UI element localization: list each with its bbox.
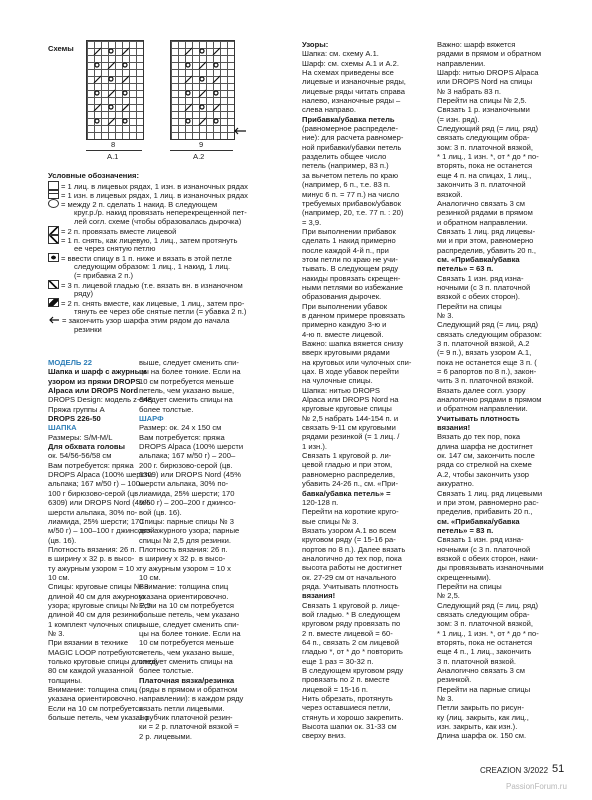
text-line: чить 3 п. платочной вязкой. (437, 376, 534, 386)
text-line: портов по 8 п.). Далее вязать (302, 544, 406, 554)
text-line: Если на 10 см потребуется (48, 703, 143, 713)
legend-item-cont: (= прибавка 2 п.) (74, 271, 133, 280)
column-2 (139, 358, 243, 741)
three-stockinette-icon (48, 280, 59, 289)
column-4 (437, 40, 544, 741)
text-line: DROPS Design: модель z-948 (48, 395, 153, 405)
text-line: На схемах приведены все (302, 68, 394, 78)
text-line: 80 см каждой указанной (48, 666, 134, 676)
text-line: 200 г. бирюзово-серой (цв. (139, 460, 233, 470)
text-line: Следующий ряд (= лиц. ряд) (437, 600, 539, 610)
text-line: Внимание: толщина спиц (48, 685, 138, 695)
text-line: длиной 40 см для ажурного (48, 591, 146, 601)
text-line: Высота шапки ок. 31-33 см (302, 722, 397, 732)
legend-item: = 3 п. лицевой гладью (т.е. вязать вн. в изнаночном (48, 280, 243, 290)
text-line: = 3,9. (302, 217, 322, 227)
text-line: более толстые. (139, 666, 194, 676)
text-line: 1 комплект чулочных спиц (48, 619, 142, 629)
text-line: (ряды в прямом и обратном (139, 685, 238, 695)
chart-a2-label: A.2 (193, 152, 205, 161)
chart-a2-grid (170, 40, 235, 140)
text-line: вверх круговыми рядами (302, 348, 390, 358)
text-line: на круговых или чулочных спи- (302, 357, 412, 367)
text-line: рядами в прямом и обратном (437, 49, 542, 59)
text-line: * 1 лиц., 1 изн. *, от * до * по- (437, 628, 539, 638)
page-number: 51 (552, 763, 565, 775)
text-line: в данном примере провязать (302, 310, 405, 320)
text-line: шерсти альпака, 30% по- (139, 479, 229, 489)
text-line: аккуратно. (437, 479, 474, 489)
text-line: толщины. (48, 675, 83, 685)
text-line: Важно: шапка вяжется снизу (302, 339, 404, 348)
text-line: Перейти на спицы (437, 301, 502, 311)
text-line: больше петель, чем указано (139, 610, 240, 620)
text-line: ок. 147 см, закончить после (437, 451, 535, 461)
text-line: 3 п. платочной вязкой. (437, 656, 516, 666)
arrow-left-icon (48, 316, 60, 324)
text-line: зом: 3 п. платочной вязкой, (437, 619, 534, 629)
text-line: примерно каждую 3-ю и (302, 320, 387, 330)
text-line: вязания! (302, 591, 336, 601)
text-line: вязкой. (437, 189, 463, 199)
text-line: Перейти на спицы № 2,5. (437, 96, 527, 106)
text-line: закончить 3 п. платочной (437, 180, 526, 190)
text-line: лиамида, 25% шерсти; 170 (48, 516, 144, 526)
section-heading-hat: ШАПКА (48, 423, 77, 433)
text-line: круговом ряду провязать по (302, 619, 401, 629)
text-line: № 3. (437, 694, 454, 704)
legend-item-cont: ряду) (74, 289, 94, 298)
text-line: цы на более тонкие. Если на (139, 367, 241, 377)
text-line: еще 4 п., 1 лиц., закончить (437, 647, 532, 657)
text-line: узора; круговые спицы № 2,5 (48, 600, 151, 610)
text-line: Шарф: см. схемы A.1 и A.2. (302, 58, 399, 68)
text-line: Петли закрыть по рисун- (437, 703, 525, 713)
purl-square-icon (48, 190, 59, 199)
text-line: 2 п. вместе лицевой = 60- (302, 628, 393, 638)
text-line: скрещенными). (437, 572, 491, 582)
text-line: 10 см. (139, 572, 161, 582)
text-line: круговые круговые спицы (302, 404, 392, 414)
text-line: 1 рубчик платочной резин- (139, 713, 233, 723)
text-line: Шапка: нитью DROPS (302, 385, 380, 395)
text-line: Спицы: парные спицы № 3 (139, 516, 234, 526)
text-line: ту ажурным узором = 10 х (48, 563, 140, 573)
k2tog-icon (48, 226, 59, 235)
text-line: Аналогично связать 3 см (437, 198, 526, 208)
text-line: цах. В ходе убавок перейти (302, 367, 399, 377)
text-line: Узоры: (302, 40, 329, 49)
text-line: лицевой = 15-16 п. (302, 684, 368, 694)
text-line: вязания! (437, 423, 471, 433)
text-line: Важно: шарф вяжется (437, 40, 516, 49)
text-line: Прибавка/убавка петель (302, 114, 395, 124)
model-title-line: Шапка и шарф с ажурным (48, 367, 147, 377)
text-line: № 3 набрать 83 п. (437, 86, 501, 96)
text-line: выше, следует сменить спи- (139, 619, 239, 629)
text-line: связать следующим обра- (437, 609, 530, 619)
chart-a2-symbols (171, 41, 234, 139)
text-line: и при этом, равномерно рас- (437, 497, 539, 507)
text-line: петель (например, 83 п.) (302, 161, 389, 171)
text-line: 6309) или DROPS Nord (45% (139, 470, 241, 480)
model-title-line: Alpaca или DROPS Nord (48, 386, 139, 396)
text-line: Следующий ряд (= лиц. ряд) (437, 320, 539, 330)
text-line: круговом ряду (= 15-16 ра- (302, 535, 396, 545)
text-line: Для обхвата головы (48, 442, 126, 452)
text-line: Размер: ок. 24 х 150 см (139, 423, 222, 433)
text-line: вторять, пока не останется (437, 161, 533, 171)
text-line: Перейти на короткие круго- (302, 507, 399, 517)
double-decrease-icon (48, 298, 59, 307)
legend-item-cont: тянуть ее через обе снятые петли (= убавка 2 п.) (74, 307, 247, 316)
chart-a2-repeat-line (170, 150, 233, 151)
text-line: Плотность вязания: 26 п. (48, 544, 137, 554)
text-line: разделить общее число (302, 152, 387, 162)
text-line: изн. закрыть, как изн.). (437, 722, 518, 732)
text-line: Если на 10 см потребуется (139, 600, 234, 610)
chart-a2-repeat-count: 9 (199, 140, 204, 149)
legend-item-cont: резинки (74, 325, 102, 334)
text-line: вторять, пока не останется (437, 638, 533, 647)
footer-magazine: CREAZION 3/2022 (480, 766, 549, 775)
text-line: лицевые ряды читать справа (302, 86, 405, 96)
text-line: 1 изн.). (302, 441, 327, 451)
text-line: № 3. (48, 628, 65, 638)
text-line: выше, следует сменить спи- (139, 358, 239, 367)
text-line: DROPS Alpaca (100% шерсти (48, 470, 153, 480)
text-line: (равномерное распределе- (302, 124, 399, 134)
text-line: налево, изнаночные ряды – (302, 96, 401, 106)
text-line: (цв. 16). (48, 535, 77, 545)
text-line: вой гладью. * В следующем (302, 609, 401, 619)
text-line: 3 п. платочной вязкой, A.2 (437, 339, 530, 348)
text-line: Связать 1 круговой р. ли- (302, 451, 392, 461)
text-line: Следующий ряд (= лиц. ряд) (437, 124, 539, 134)
text-line: При выполнении убавок (302, 301, 388, 311)
text-line: Плотность вязания: 26 п. (139, 544, 228, 554)
chart-a1-grid (86, 40, 144, 140)
text-line: 4-ю п. вместе лицевой. (302, 329, 384, 339)
column-3 (302, 40, 411, 741)
text-line: Вам потребуется: пряжа (139, 432, 225, 442)
text-line: DROPS Alpaca (100% шерсти (139, 442, 244, 452)
legend-item-cont: круг.р./р. накид провязать неперекрещенной пет- (74, 208, 247, 217)
text-line: Пряжа группы A (48, 404, 105, 414)
text-line: стянуть и хорошо закрепить. (302, 712, 404, 722)
text-line: Перейти на парные спицы (437, 684, 531, 694)
text-line: следует сменить спицы на (139, 395, 233, 405)
text-line: альпака; 167 м/50 г) – 200– (139, 451, 236, 461)
text-line: Шапка: см. схему A.1. (302, 49, 379, 59)
text-line: ной прибавки/убавки петель (302, 142, 402, 152)
text-line: минус 6 п. = 77 п.) на число (302, 189, 400, 199)
text-line: ряда со стрелкой на схеме (437, 460, 532, 470)
text-line: вые спицы № 3. (302, 516, 359, 526)
text-line: длиной 40 см для резинки; (48, 610, 143, 620)
text-line: ными петлями во избежание (302, 282, 404, 292)
text-line: сверху вниз. (302, 731, 346, 741)
text-line: Длина шарфа ок. 150 см. (437, 731, 527, 741)
text-line: Связать 1 лиц. ряд лицевы- (437, 226, 536, 236)
text-line: указана ориентировочно. (139, 591, 229, 601)
text-line: Аналогично связать 3 см (437, 666, 526, 676)
text-line: для ажурного узора; парные (139, 526, 240, 536)
pattern-code: DROPS 226-50 (48, 414, 101, 424)
text-line: ок. 54/56-56/58 см (48, 451, 112, 461)
text-line: лицевые и изнаночные ряды, (302, 77, 406, 87)
text-line: петель» = 83 п. (437, 525, 494, 535)
legend-item: = 2 п. снять вместе, как лицевые, 1 лиц., затем про- (48, 298, 244, 308)
text-line: связать следующим обра- (437, 133, 530, 143)
text-line: м/50 г) – 200–200 г джинсо- (139, 498, 236, 508)
text-line: В следующем круговом ряду (302, 666, 404, 676)
watermark: PassionForum.ru (506, 782, 567, 791)
chart-a1-repeat-count: 8 (111, 140, 116, 149)
text-line: При вязании в технике (48, 638, 129, 648)
legend-item: = 2 п. провязать вместе лицевой (48, 226, 176, 236)
text-line: цевой гладью и при этом, (302, 460, 393, 470)
text-line: MAGIC LOOP потребуются (48, 647, 143, 657)
text-line: Alpaca или DROPS Nord на (302, 395, 399, 405)
increase-icon (48, 253, 59, 262)
text-line: 120-128 п. (302, 497, 339, 507)
model-title-line: узором из пряжи DROPS (48, 376, 141, 386)
text-line: ночными (с 3 п. платочной (437, 282, 531, 292)
chart-a1-label: A.1 (107, 152, 119, 161)
text-line: Учитывать плотность (437, 413, 520, 423)
text-line: указана ориентировочно. (48, 694, 138, 704)
legend-item: = между 2 п. сделать 1 накид. В следующем (48, 199, 217, 209)
text-line: высота работы не достигнет (302, 563, 403, 573)
text-line: направлении. (437, 58, 486, 68)
text-line: Связать 1 изн. ряд изна- (437, 535, 524, 545)
text-line: после каждой 4-й п., при (302, 245, 389, 255)
text-line: за вычетом петель по краю (302, 170, 399, 180)
text-line: Вязать до тех пор, пока (437, 432, 521, 442)
text-line: Нить обрезать, протянуть (302, 694, 393, 704)
text-line: Связать 1 круговой р. лице- (302, 600, 400, 610)
legend-item-cont: следующим образом: 1 лиц., 1 накид, 1 лиц. (74, 262, 231, 271)
text-line: равномерно распределив, (302, 469, 395, 479)
text-line: ку (лиц. закрыть, как лиц., (437, 712, 529, 722)
text-line: вязать петли лицевыми. (139, 703, 225, 713)
text-line: см. «Прибавка/убавка (437, 254, 520, 264)
text-line: ми и при этом, равномерно (437, 236, 534, 246)
text-line: в ширину х 32 р. в высо- (139, 554, 226, 564)
text-line: Вязать узором A.1 во всем (302, 525, 397, 535)
arrow-left-icon (233, 127, 247, 135)
text-line: и обратном направлении. (437, 217, 528, 227)
text-line: лиамида, 25% шерсти; 170 (139, 488, 235, 498)
text-line: связать 9-11 см круговыми (302, 423, 396, 433)
text-line: Спицы: круговые спицы № 3 (48, 582, 149, 592)
legend-item: = ввести спицу в 1 п. ниже и вязать в этой петле (48, 253, 232, 263)
ssk-icon (48, 235, 59, 244)
text-line: 10 см потребуется меньше (139, 376, 234, 386)
text-line: Шарф: нитью DROPS Alpaca (437, 68, 539, 78)
text-line: Внимание: толщина спиц (139, 582, 229, 592)
text-line: Платочная вязка/резинка (139, 675, 235, 685)
text-line: ды провязывать изнаночными (437, 563, 544, 573)
knit-square-icon (48, 181, 59, 190)
text-line: еще 4 п. на спицах, 1 лиц., (437, 170, 532, 180)
chart-a1-symbols (87, 41, 143, 139)
text-line: и обратном направлении. (437, 404, 528, 414)
text-line: бавка/убавка петель» = (302, 488, 391, 498)
text-line: Вам потребуется: пряжа (48, 460, 134, 470)
text-line: провязать по 2 п. вместе (302, 675, 390, 685)
text-line: убавить 24-26 п., см. «При- (302, 479, 398, 489)
text-line: гладью *, от * до * повторить (302, 647, 403, 657)
text-line: связать следующим образом: (437, 329, 542, 339)
text-line: вязкой с обеих сторон). (437, 292, 520, 302)
text-line: сделать 1 накид примерно (302, 236, 396, 246)
text-line: ок. 27-29 см от начального (302, 572, 397, 582)
text-line: 10 см. (48, 572, 70, 582)
text-line: накиды провязать скрещен- (302, 273, 401, 283)
text-line: рядами резинкой (= 1 лиц. / (302, 432, 400, 442)
text-line: пока не останется еще 3 п. ( (437, 357, 537, 367)
text-line: следует сменить спицы на (139, 657, 233, 666)
legend-item: = 1 лиц. в лицевых рядах, 1 изн. в изнаночных рядах (48, 181, 248, 191)
text-line: резинкой. (437, 675, 472, 685)
text-line: спицы № 2,5 для резинки. (139, 535, 231, 545)
text-line: через оставшиеся петли, (302, 703, 391, 713)
text-line: зом: 3 п. платочной вязкой, (437, 142, 534, 152)
text-line: Связать 1 лиц. ряд лицевыми (437, 488, 543, 498)
text-line: Вязать далее согл. узору (437, 385, 526, 395)
text-line: = 6 рапортов по 8 п.), закон- (437, 367, 537, 377)
text-line: резинкой рядами в прямом (437, 208, 533, 218)
text-line: * 1 лиц., 1 изн. *, от * до * по- (437, 152, 539, 162)
text-line: 10 см потребуется меньше (139, 638, 234, 648)
legend-title: Условные обозначения: (48, 171, 140, 180)
text-line: Связать 1 р. изнаночными (437, 105, 530, 115)
text-line: более толстые. (139, 404, 194, 414)
text-line: 6309) или DROPS Nord (45% (48, 498, 150, 508)
text-line: вязкой с обеих сторон, наки- (437, 553, 539, 563)
text-line: Связать 1 изн. ряд изна- (437, 273, 524, 283)
text-line: ряда. Учитывать плотность (302, 581, 399, 591)
text-line: аналогично рядами в прямом (437, 395, 542, 405)
text-line: При выполнении прибавок (302, 226, 396, 236)
text-line: Размеры: S/M-M/L (48, 432, 113, 442)
text-line: или DROPS Nord на спицы (437, 77, 533, 87)
text-line: вой (цв. 16). (139, 507, 182, 517)
text-line: № 2,5 набрать 144-154 п. и (302, 413, 399, 423)
text-line: петель, чем указано выше, (139, 647, 235, 657)
text-line: м/50 г) – 100–100 г джинсовой (48, 526, 155, 536)
text-line: ки = 2 р. платочной вязкой = (139, 722, 239, 732)
text-line: еще 1 раз = 30-32 п. (302, 656, 374, 666)
text-line: альпака; 167 м/50 г) – 100– (48, 479, 145, 489)
model-number: МОДЕЛЬ 22 (48, 358, 92, 367)
text-line: 2 р. лицевыми. (139, 731, 193, 741)
text-line: шерсти альпака, 30% по- (48, 507, 138, 517)
schemes-title: Схемы (48, 44, 74, 53)
text-line: образования дырочек. (302, 292, 382, 302)
text-line: № 2,5. (437, 591, 460, 601)
text-line: (например, 6 п., т.е. 83 п. (302, 180, 391, 190)
text-line: № 3. (437, 310, 454, 320)
text-line: ние): для расчета равномер- (302, 133, 404, 143)
text-line: (= 9 п.), вязать узором A.1, (437, 348, 532, 358)
text-line: ночными (с 3 п. платочной (437, 544, 531, 554)
text-line: только круговые спицы длиной (48, 657, 158, 666)
text-line: слева направо. (302, 105, 356, 115)
text-line: A.2, чтобы закончить узор (437, 469, 530, 479)
legend-item: = 1 п. снять, как лицевую, 1 лиц., затем протянуть (48, 235, 237, 245)
text-line: требуемых прибавок/убавок (302, 198, 401, 208)
text-line: 100 г бирюзово-серой (цв. (48, 488, 141, 498)
text-line: (например, 20, т.е. 77 п. : 20) (302, 208, 404, 218)
text-line: 64 п., связать 2 см лицевой (302, 638, 399, 647)
yarn-over-icon (48, 199, 59, 208)
text-line: петель, чем указано выше, (139, 386, 235, 396)
text-line: см. «Прибавка/убавка (437, 516, 520, 526)
section-heading-scarf: ШАРФ (139, 414, 164, 424)
text-line: направлении): в каждом ряду (139, 694, 244, 704)
text-line: ту ажурным узором = 10 х (139, 563, 231, 573)
text-line: этом петли по краю не учи- (302, 254, 398, 264)
text-line: распределив, убавить 20 п., (437, 245, 536, 255)
text-line: на чулочные спицы. (302, 376, 373, 386)
text-line: петель» = 63 п. (437, 264, 494, 274)
text-line: (= изн. ряд). (437, 114, 480, 124)
legend-item-cont: ее через снятую петлю (74, 244, 156, 253)
legend-item: = 1 изн. в лицевых рядах, 1 лиц. в изнаночных рядах (48, 190, 248, 200)
legend-item-cont: лей согл. схеме (чтобы образовалась дырочка) (74, 217, 242, 226)
text-line: Перейти на спицы (437, 581, 502, 591)
text-line: пределив, прибавить 20 п., (437, 507, 533, 517)
text-line: тывать. В следующем ряду (302, 264, 399, 274)
text-line: в ширину х 32 р. в высо- (48, 554, 135, 564)
text-line: больше петель, чем указано (48, 713, 149, 723)
text-line: аналогично до тех пор, пока (302, 553, 402, 563)
legend-item: = закончить узор шарфа этим рядом до начала (48, 316, 230, 325)
text-line: длина шарфа не достигнет (437, 441, 533, 451)
chart-a1-repeat-line (86, 150, 142, 151)
text-line: цы на более тонкие. Если на (139, 628, 241, 638)
